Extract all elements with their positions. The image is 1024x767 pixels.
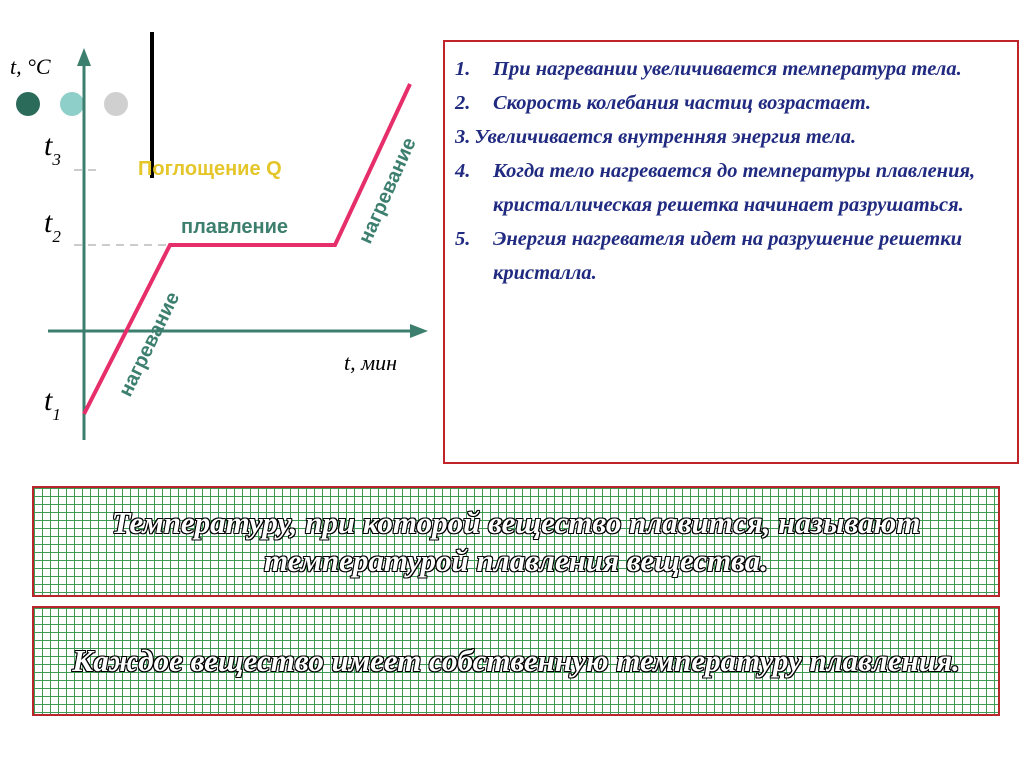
definition-box <box>32 486 1000 597</box>
melting-label: плавление <box>181 216 289 238</box>
statement-text: Каждое вещество имеет собственную температуру плавления. <box>72 643 960 678</box>
y-axis-label: t, °C <box>10 54 51 79</box>
fact-number: 4. <box>455 160 471 182</box>
fact-text: Увеличивается внутренняя энергия тела. <box>474 126 857 148</box>
dark-dot <box>16 92 40 116</box>
facts-box <box>443 40 1019 464</box>
x-axis-label: t, мин <box>344 350 398 375</box>
fact-text: При нагревании увеличивается температура тела. <box>493 58 962 80</box>
grey-dot <box>104 92 128 116</box>
y-axis-arrow <box>77 48 91 66</box>
x-axis-arrow <box>410 324 428 338</box>
heating-graph <box>0 0 440 470</box>
fact-number: 5. <box>455 228 471 250</box>
fact-item <box>455 52 1015 86</box>
fact-item <box>455 154 1015 222</box>
fact-item <box>455 86 1015 120</box>
definition-text: Температуру, при которой вещество плавится, называют температурой плавления вещества. <box>111 504 921 578</box>
fact-item <box>455 120 1015 154</box>
fact-number: 2. <box>455 92 471 114</box>
fact-text: Энергия нагревателя идет на разрушение решетки кристалла. <box>493 228 962 284</box>
heating-label-right: нагревание <box>354 134 421 248</box>
fact-number: 1. <box>455 58 471 80</box>
heating-label-left: нагревание <box>114 288 185 401</box>
absorption-label: Поглощение Q <box>138 158 282 180</box>
tick-label-t3: $t_3$ <box>44 129 61 169</box>
tick-label-t2: $t_2$ <box>44 206 61 246</box>
fact-text: Скорость колебания частиц возрастает. <box>493 92 872 114</box>
tick-label-t1: $t_1$ <box>44 384 61 424</box>
facts-list <box>455 52 1015 290</box>
statement-box <box>32 606 1000 716</box>
fact-item <box>455 222 1015 290</box>
fact-text: Когда тело нагревается до температуры плавления, кристаллическая решетка начинает разрушаться. <box>493 160 976 216</box>
fact-number: 3. <box>455 126 471 148</box>
light-teal-dot <box>60 92 84 116</box>
